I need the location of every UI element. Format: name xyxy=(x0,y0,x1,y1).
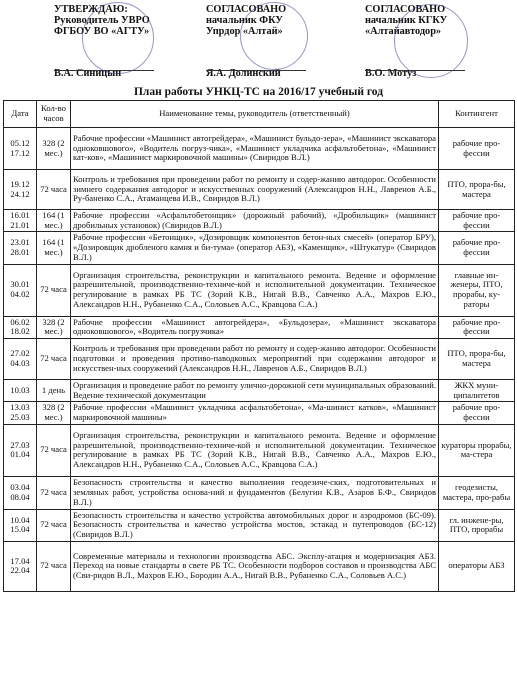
date-cell: 23.01 28.01 xyxy=(4,232,37,264)
plan-table xyxy=(3,100,515,592)
column-header-topic: Наименование темы, руководитель (ответственный) xyxy=(71,101,439,128)
hours-cell: 72 часа xyxy=(37,476,71,509)
topic-cell: Контроль и требования при проведении работ по ремонту и содер-жанию автодорог. Особенности подготовки и проведения противо-паводковых мероприятий при содержании автодорог и искусствен-ных сооружений (Александров Н.Н., Лавренов А.Б., Свиридов В.Л.) xyxy=(71,338,439,379)
topic-cell: Организация и проведение работ по ремонту улично-дорожной сети муниципальных образований. Ведение технической документации xyxy=(71,379,439,401)
table-row xyxy=(4,476,515,509)
date-cell: 27.03 01.04 xyxy=(4,424,37,476)
table-body xyxy=(4,128,515,592)
contingent-cell: рабочие про-фессии xyxy=(439,316,515,338)
contingent-cell: рабочие про-фессии xyxy=(439,128,515,170)
contingent-cell: ПТО, прора-бы, мастера xyxy=(439,338,515,379)
topic-cell: Организация строительства, реконструкции и капитального ремонта. Ведение и оформление разрешительной, производственно-техниче-кой и исполнительной документации. Техническое регулирование в рамках РБ ТС (Зорий К.В., Нигай В.В., Савченко А.А., Махров Е.Ю., Александров Н.Н., Рубаненко С.А., Соловьев А.С., Кравцова С.А.) xyxy=(71,424,439,476)
table-row xyxy=(4,128,515,170)
contingent-cell: гл. инжене-ры, ПТО, прорабы xyxy=(439,509,515,541)
contingent-cell: кураторы прорабы, ма-стера xyxy=(439,424,515,476)
hours-cell: 164 (1 мес.) xyxy=(37,210,71,232)
contingent-cell: рабочие про-фессии xyxy=(439,210,515,232)
date-cell: 10.04 15.04 xyxy=(4,509,37,541)
topic-cell: Современные материалы и технологии производства АБС. Эксплу-атация и модернизация АБЗ. Переход на новые стандарты в свете РБ ТС. Особенности подборов составов и производства АБС (Сви-ридов В.Л., Махров Е.Ю., Бородин А.А., Нигай В.В., Рубаненко С.А., Соловьев А.С.) xyxy=(71,541,439,591)
contingent-cell: ЖКХ муни-ципалитетов xyxy=(439,379,515,401)
approval-organization: Упрдор «Алтай» xyxy=(206,26,283,38)
table-row xyxy=(4,379,515,401)
hours-cell: 72 часа xyxy=(37,424,71,476)
column-header-date: Дата xyxy=(4,101,37,128)
hours-cell: 72 часа xyxy=(37,541,71,591)
hours-cell: 72 часа xyxy=(37,338,71,379)
table-header-row xyxy=(4,101,515,128)
contingent-cell: ПТО, прора-бы, мастера xyxy=(439,170,515,210)
date-cell: 30.01 04.02 xyxy=(4,264,37,316)
hours-cell: 164 (1 мес.) xyxy=(37,232,71,264)
topic-cell: Рабочие профессии «Бетонщик», «Дозировщик компонентов бетон-ных смесей» (оператор БРУ), «Дозировщик дробленого камня и би-тума» (оператор АБЗ), «Каменщик», «Штукатур» (Свиридов В.Л.) xyxy=(71,232,439,264)
approval-label: СОГЛАСОВАНО xyxy=(365,4,446,15)
seal-stamp xyxy=(82,2,154,74)
seal-stamp xyxy=(240,2,308,70)
hours-cell: 1 день xyxy=(37,379,71,401)
contingent-cell: операторы АБЗ xyxy=(439,541,515,591)
topic-cell: Рабочие профессии «Машинист автогрейдера», «Бульдозера», «Машинист экскаватора одноковшового», «Водитель погрузчика» xyxy=(71,316,439,338)
approval-signer: В.А. Синицын xyxy=(54,67,122,79)
contingent-cell: рабочие про-фессии xyxy=(439,232,515,264)
table-row xyxy=(4,210,515,232)
document-title: План работы УНКЦ-ТС на 2016/17 учебный год xyxy=(133,86,384,98)
approval-position: Руководитель УВРО xyxy=(54,15,150,27)
hours-cell: 72 часа xyxy=(37,170,71,210)
contingent-cell: главные ин-женеры, ПТО, прорабы, ку-раторы xyxy=(439,264,515,316)
date-cell: 27.02 04.03 xyxy=(4,338,37,379)
table-row xyxy=(4,232,515,264)
topic-cell: Рабочие профессии «Асфальтобетонщик» (дорожный рабочий), «Дробильщик» (машинист дробильных установок) (Свиридов В.Л.) xyxy=(71,210,439,232)
contingent-cell: рабочие про-фессии xyxy=(439,402,515,424)
approval-label: УТВЕРЖДАЮ: xyxy=(54,4,128,15)
approval-position: начальник КГКУ xyxy=(365,15,448,27)
table-row xyxy=(4,402,515,424)
approval-label: СОГЛАСОВАНО xyxy=(206,4,287,15)
topic-cell: Безопасность строительства и качество выполнения геодезиче-ских, подготовительных и земляных работ, устройства основа-ний и фундаментов (Белугин К.В., Азаров Б.Ф., Свиридов В.Л.) xyxy=(71,476,439,509)
date-cell: 03.04 08.04 xyxy=(4,476,37,509)
table-row xyxy=(4,264,515,316)
date-cell: 19.12 24.12 xyxy=(4,170,37,210)
hours-cell: 72 часа xyxy=(37,509,71,541)
table-row xyxy=(4,338,515,379)
column-header-contingent: Контингент xyxy=(439,101,515,128)
approval-header xyxy=(0,0,517,95)
date-cell: 05.12 17.12 xyxy=(4,128,37,170)
seal-stamp xyxy=(394,4,468,78)
approval-signer: Я.А. Долинский xyxy=(206,67,281,79)
table-row xyxy=(4,509,515,541)
hours-cell: 72 часа xyxy=(37,264,71,316)
approval-organization: ФГБОУ ВО «АГТУ» xyxy=(54,26,150,38)
topic-cell: Контроль и требования при проведении работ по ремонту и содер-жанию автодорог. Особенности зимнего содержания автодорог и искусственных сооружений (Александров Н.Н., Лавренов А.Б., Ру-баненко С.А., Атаманцева И.В., Свиридов В.Л.) xyxy=(71,170,439,210)
hours-cell: 328 (2 мес.) xyxy=(37,128,71,170)
approval-signer: В.О. Мотуз xyxy=(365,67,417,79)
topic-cell: Рабочие профессии «Машинист автогрейдера», «Машинист бульдо-зера», «Машинист экскаватора одноковшового», «Водитель погруз-чика», «Машинист укладчика асфальтобетона», «Машинист кат-ков», «Машинист маркировочной машины» (Свиридов В.Л.) xyxy=(71,128,439,170)
date-cell: 13.03 25.03 xyxy=(4,402,37,424)
date-cell: 06.02 18.02 xyxy=(4,316,37,338)
table-row xyxy=(4,170,515,210)
column-header-hours: Кол-во часов xyxy=(37,101,71,128)
table-row xyxy=(4,541,515,591)
hours-cell: 328 (2 мес.) xyxy=(37,316,71,338)
date-cell: 16.01 21.01 xyxy=(4,210,37,232)
contingent-cell: геодезисты, мастера, про-рабы xyxy=(439,476,515,509)
topic-cell: Организация строительства, реконструкции и капитального ремонта. Ведение и оформление разрешительной, производственно-техниче-кой и исполнительной документации. Техническое регулирование в рамках РБ ТС (Зорий К.В., Нигай В.В., Савченко А.А., Махров Е.Ю., Александров Н.Н., Рубаненко С.А., Соловьев А.С., Кравцова С.А.) xyxy=(71,264,439,316)
date-cell: 17.04 22.04 xyxy=(4,541,37,591)
date-cell: 10.03 xyxy=(4,379,37,401)
approval-organization: «Алтайавтодор» xyxy=(365,26,442,38)
hours-cell: 328 (2 мес.) xyxy=(37,402,71,424)
table-row xyxy=(4,316,515,338)
topic-cell: Рабочие профессии «Машинист укладчика асфальтобетона», «Ма-шинист катков», «Машинист маркировочной машины» xyxy=(71,402,439,424)
table-row xyxy=(4,424,515,476)
topic-cell: Безопасность строительства и качество устройства автомобильных дорог и аэродромов (БС-09). Безопасность строительства и качество устройства мостов, эстакад и путепроводов (БС-12) (Свиридов В.Л.) xyxy=(71,509,439,541)
signature-line xyxy=(206,70,306,71)
approval-position: начальник ФКУ xyxy=(206,15,283,27)
